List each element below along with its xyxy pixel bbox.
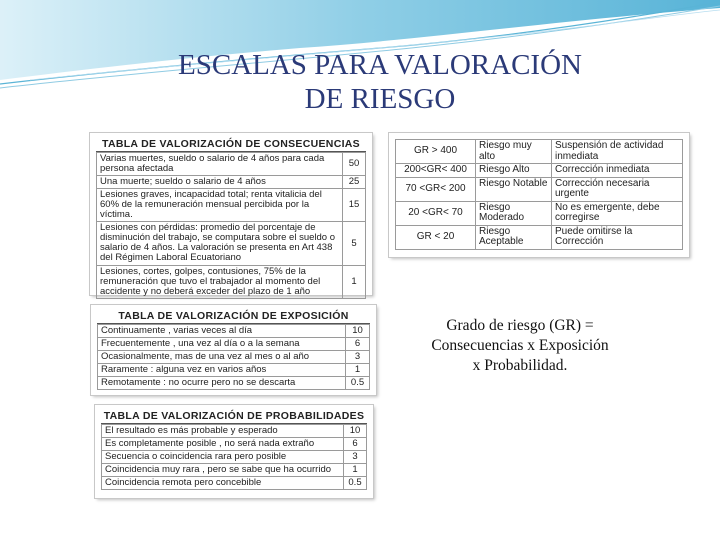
table-cell-value: 50 <box>343 153 366 176</box>
table-cell: Una muerte; sueldo o salario de 4 años <box>97 176 343 189</box>
table-row <box>97 176 366 189</box>
table-cell-range: 70 <GR< 200 <box>396 177 476 201</box>
probability-table-panel <box>95 405 373 498</box>
table-cell-level: Riesgo muy alto <box>476 140 552 164</box>
page-title-line-1: ESCALAS PARA VALORACIÓN <box>178 49 582 81</box>
table-cell-action: Corrección inmediata <box>552 164 683 178</box>
table-cell: Es completamente posible , no será nada extraño <box>102 438 344 451</box>
table-cell: Ocasionalmente, mas de una vez al mes o al año <box>98 351 346 364</box>
formula-line-2: Consecuencias x Exposición <box>431 337 609 354</box>
risk-levels-table-panel <box>389 133 689 257</box>
table-cell: Secuencia o coincidencia rara pero posible <box>102 451 344 464</box>
probability-table-title: TABLA DE VALORIZACIÓN DE PROBABILIDADES <box>101 408 367 424</box>
table-cell-level: Riesgo Notable <box>476 177 552 201</box>
table-row <box>98 351 370 364</box>
table-cell: Coincidencia muy rara , pero se sabe que ha ocurrido <box>102 464 344 477</box>
table-cell-range: 200<GR< 400 <box>396 164 476 178</box>
table-cell: Frecuentemente , una vez al día o a la semana <box>98 338 346 351</box>
table-row <box>98 338 370 351</box>
table-cell: El resultado es más probable y esperado <box>102 425 344 438</box>
table-cell-value: 3 <box>344 451 367 464</box>
table-cell-value: 0.5 <box>346 377 370 390</box>
page-title-line-2: DE RIESGO <box>304 83 456 115</box>
exposure-table-title: TABLA DE VALORIZACIÓN DE EXPOSICIÓN <box>97 308 370 324</box>
table-cell: Lesiones, cortes, golpes, contusiones, 75% de la remuneración que tuvo el trabajador al momento del accidente y no deberá exceder del plazo de 1 año <box>97 266 343 299</box>
table-cell-action: Suspensión de actividad inmediata <box>552 140 683 164</box>
page-title <box>140 48 620 116</box>
table-row <box>396 140 683 164</box>
table-cell-value: 1 <box>344 464 367 477</box>
table-row <box>102 477 367 490</box>
table-row <box>98 325 370 338</box>
table-cell-value: 10 <box>344 425 367 438</box>
probability-table <box>101 424 367 490</box>
consequences-table <box>96 152 366 299</box>
table-cell: Lesiones con pérdidas: promedio del porcentaje de disminución del trabajo, se computara sobre el sueldo o salario de 4 años. La valoración se presenta en Art 438 del Régimen Laboral Ecuatoriano <box>97 222 343 266</box>
table-row <box>97 266 366 299</box>
table-row <box>97 189 366 222</box>
table-cell-level: Riesgo Alto <box>476 164 552 178</box>
table-row <box>97 153 366 176</box>
table-row <box>396 164 683 178</box>
exposure-table <box>97 324 370 390</box>
consequences-table-title: TABLA DE VALORIZACIÓN DE CONSECUENCIAS <box>96 136 366 152</box>
exposure-table-panel <box>91 305 376 395</box>
table-cell-action: Corrección necesaria urgente <box>552 177 683 201</box>
table-cell: Coincidencia remota pero concebible <box>102 477 344 490</box>
table-row <box>102 425 367 438</box>
table-cell: Varias muertes, sueldo o salario de 4 años para cada persona afectada <box>97 153 343 176</box>
formula-line-1: Grado de riesgo (GR) = <box>446 317 594 334</box>
table-row <box>102 451 367 464</box>
table-row <box>98 377 370 390</box>
table-row <box>102 464 367 477</box>
table-row <box>102 438 367 451</box>
table-row <box>396 177 683 201</box>
table-cell-action: No es emergente, debe corregirse <box>552 201 683 225</box>
table-cell: Raramente : alguna vez en varios años <box>98 364 346 377</box>
table-cell-value: 5 <box>343 222 366 266</box>
table-cell: Lesiones graves, incapacidad total; renta vitalicia del 60% de la remuneración mensual percibida por la víctima. <box>97 189 343 222</box>
table-cell-range: GR > 400 <box>396 140 476 164</box>
table-cell-range: 20 <GR< 70 <box>396 201 476 225</box>
table-cell-value: 25 <box>343 176 366 189</box>
formula-line-3: x Probabilidad. <box>472 357 568 374</box>
table-cell-action: Puede omitirse la Corrección <box>552 225 683 249</box>
table-cell: Remotamente : no ocurre pero no se descarta <box>98 377 346 390</box>
risk-formula <box>400 316 640 376</box>
table-row <box>98 364 370 377</box>
table-cell: Continuamente , varias veces al día <box>98 325 346 338</box>
table-cell-value: 1 <box>346 364 370 377</box>
table-cell-value: 1 <box>343 266 366 299</box>
table-cell-level: Riesgo Moderado <box>476 201 552 225</box>
table-row <box>396 225 683 249</box>
table-row <box>396 201 683 225</box>
table-cell-range: GR < 20 <box>396 225 476 249</box>
table-cell-level: Riesgo Aceptable <box>476 225 552 249</box>
table-cell-value: 3 <box>346 351 370 364</box>
table-cell-value: 6 <box>346 338 370 351</box>
risk-levels-table <box>395 139 683 250</box>
table-cell-value: 15 <box>343 189 366 222</box>
table-row <box>97 222 366 266</box>
table-cell-value: 10 <box>346 325 370 338</box>
table-cell-value: 0.5 <box>344 477 367 490</box>
table-cell-value: 6 <box>344 438 367 451</box>
consequences-table-panel <box>90 133 372 295</box>
